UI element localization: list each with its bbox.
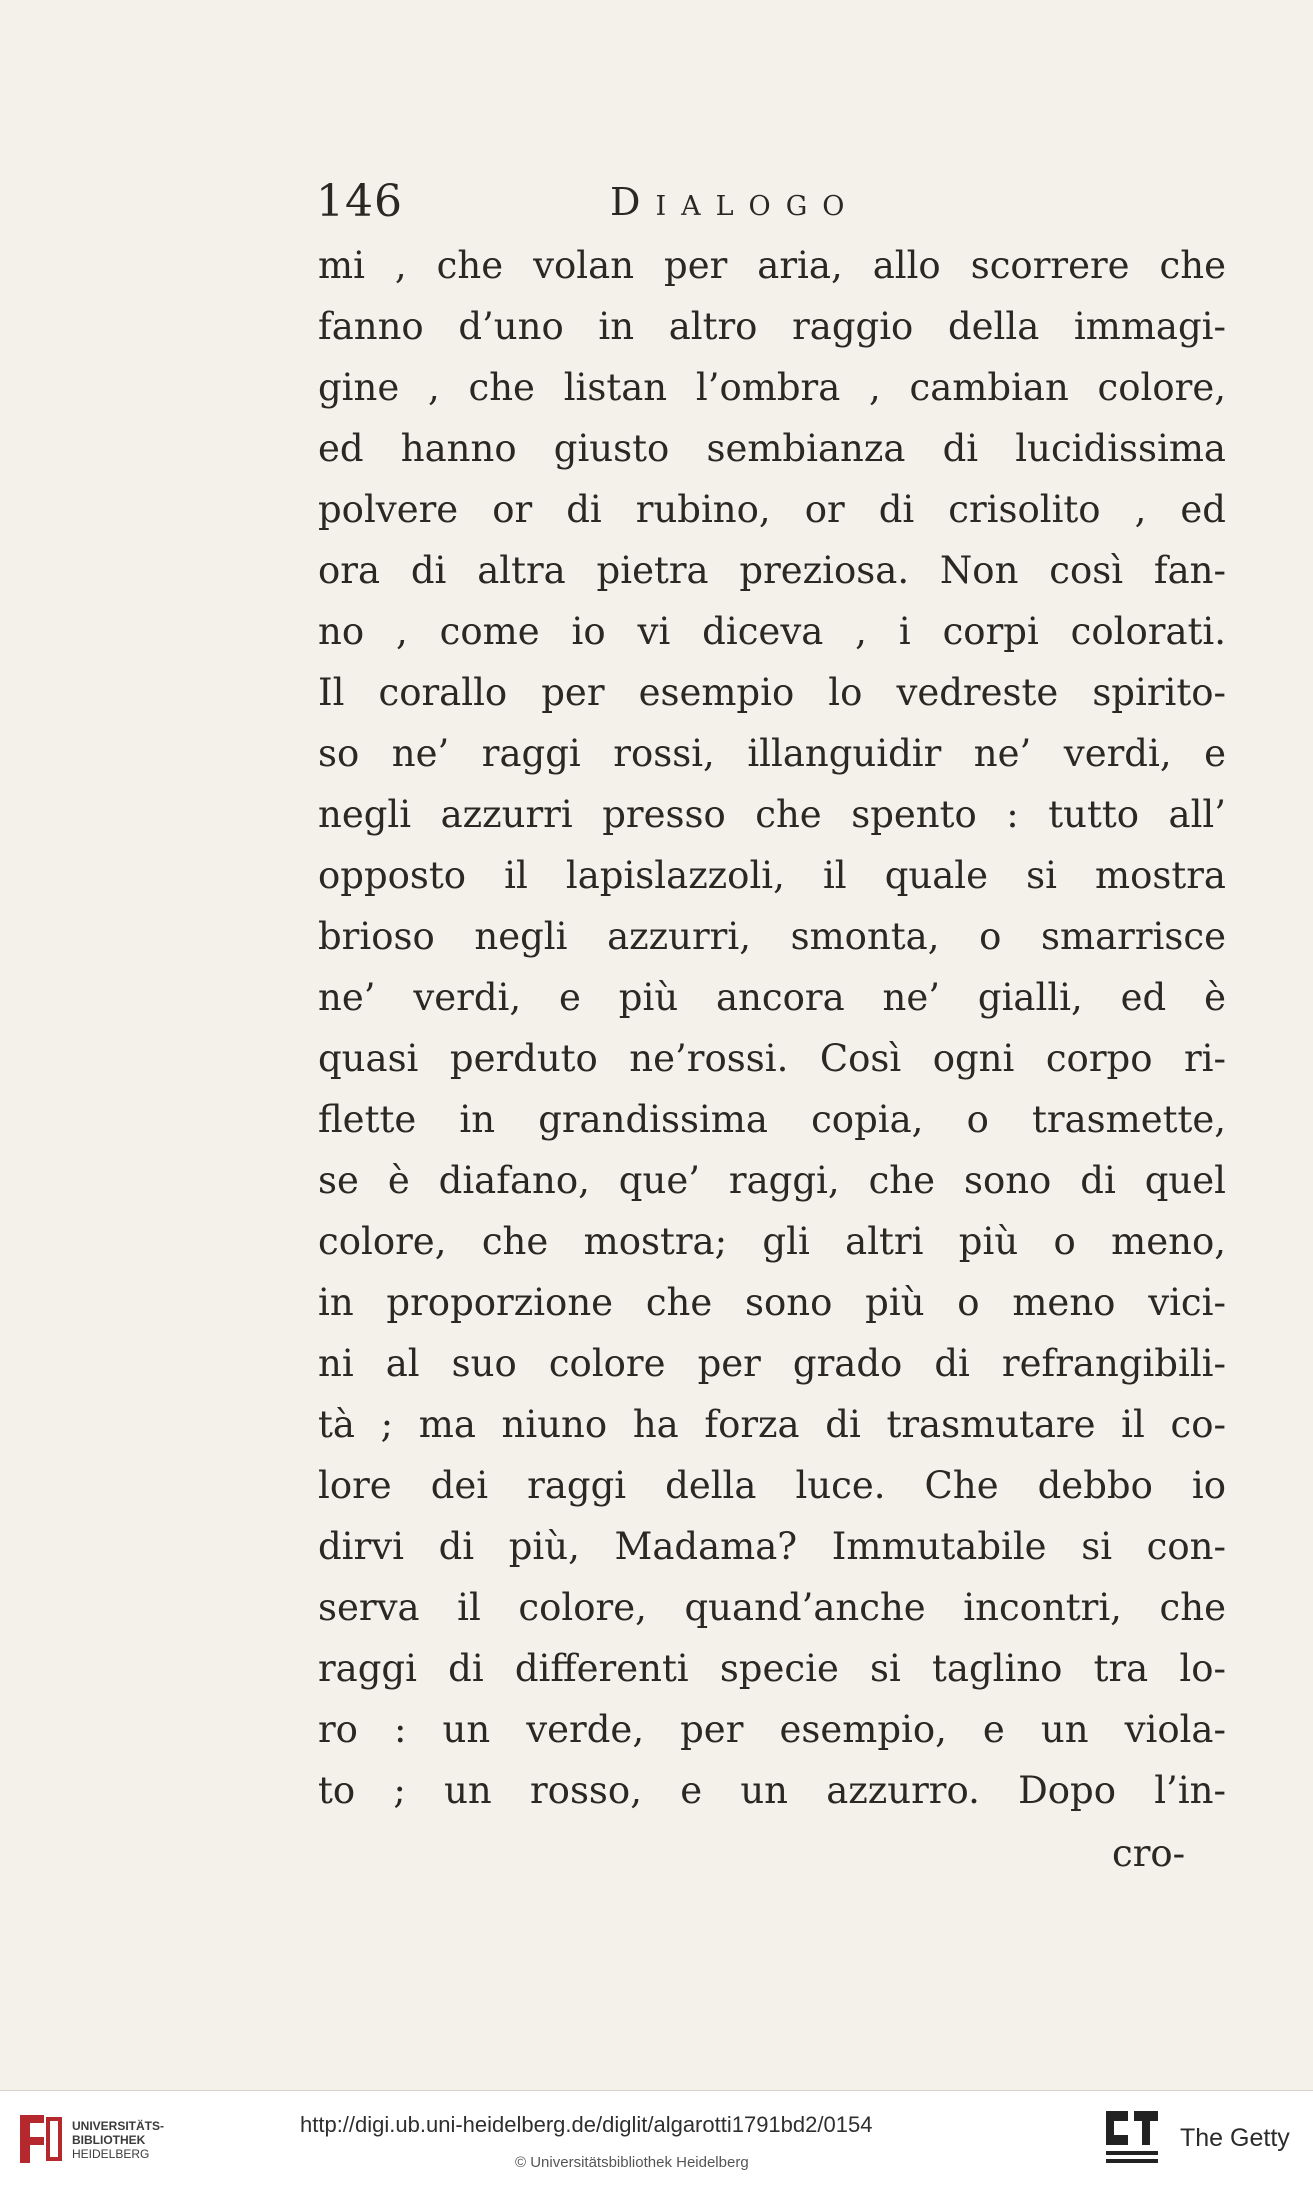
- text-line: opposto il lapislazzoli, il quale si mostra: [318, 854, 1226, 897]
- text-line: in proporzione che sono più o meno vici-: [318, 1281, 1226, 1324]
- university-library-logo[interactable]: [16, 2111, 191, 2169]
- text-line: brioso negli azzurri, smonta, o smarrisce: [318, 915, 1226, 958]
- getty-logo-icon[interactable]: [1104, 2109, 1160, 2169]
- logo-line: UNIVERSITÄTS-: [72, 2119, 165, 2133]
- copyright-notice: © Universitätsbibliothek Heidelberg: [515, 2154, 749, 2171]
- viewer-footer: [0, 2090, 1313, 2186]
- logo-line: BIBLIOTHEK: [72, 2133, 146, 2147]
- text-line: quasi perduto ne’rossi. Così ogni corpo ri-: [318, 1037, 1226, 1080]
- text-line: raggi di differenti specie si taglino tra lo-: [318, 1647, 1226, 1690]
- getty-logo-text[interactable]: The Getty: [1180, 2124, 1290, 2152]
- text-line: no , come io vi diceva , i corpi colorati.: [318, 610, 1226, 653]
- logo-line: HEIDELBERG: [72, 2147, 150, 2161]
- text-line: colore, che mostra; gli altri più o meno,: [318, 1220, 1226, 1263]
- section-title: Dialogo: [610, 180, 860, 224]
- text-line: ro : un verde, per esempio, e un viola-: [318, 1708, 1226, 1751]
- text-line: fanno d’uno in altro raggio della immagi-: [318, 305, 1226, 348]
- text-line: ne’ verdi, e più ancora ne’ gialli, ed è: [318, 976, 1226, 1019]
- text-line: negli azzurri presso che spento : tutto all’: [318, 793, 1226, 836]
- text-line: tà ; ma niuno ha forza di trasmutare il co-: [318, 1403, 1226, 1446]
- body-text: [318, 235, 1226, 1821]
- text-line: lore dei raggi della luce. Che debbo io: [318, 1464, 1226, 1507]
- text-line: ni al suo colore per grado di refrangibili-: [318, 1342, 1226, 1385]
- permalink-url[interactable]: http://digi.ub.uni-heidelberg.de/diglit/algarotti1791bd2/0154: [300, 2112, 873, 2137]
- text-line: gine , che listan l’ombra , cambian colore,: [318, 366, 1226, 409]
- catchword: cro-: [1112, 1832, 1186, 1875]
- text-line: flette in grandissima copia, o trasmette,: [318, 1098, 1226, 1141]
- text-line: ed hanno giusto sembianza di lucidissima: [318, 427, 1226, 470]
- text-line: dirvi di più, Madama? Immutabile si con-: [318, 1525, 1226, 1568]
- text-line: so ne’ raggi rossi, illanguidir ne’ verdi, e: [318, 732, 1226, 775]
- text-line: polvere or di rubino, or di crisolito , ed: [318, 488, 1226, 531]
- text-line: Il corallo per esempio lo vedreste spirito-: [318, 671, 1226, 714]
- text-line: to ; un rosso, e un azzurro. Dopo l’in-: [318, 1769, 1226, 1812]
- running-head: [316, 172, 1216, 232]
- text-line: mi , che volan per aria, allo scorrere che: [318, 244, 1226, 287]
- page-number: 146: [316, 176, 403, 227]
- library-emblem-icon: [16, 2111, 64, 2167]
- text-line: serva il colore, quand’anche incontri, che: [318, 1586, 1226, 1629]
- text-line: se è diafano, que’ raggi, che sono di quel: [318, 1159, 1226, 1202]
- text-line: ora di altra pietra preziosa. Non così fan-: [318, 549, 1226, 592]
